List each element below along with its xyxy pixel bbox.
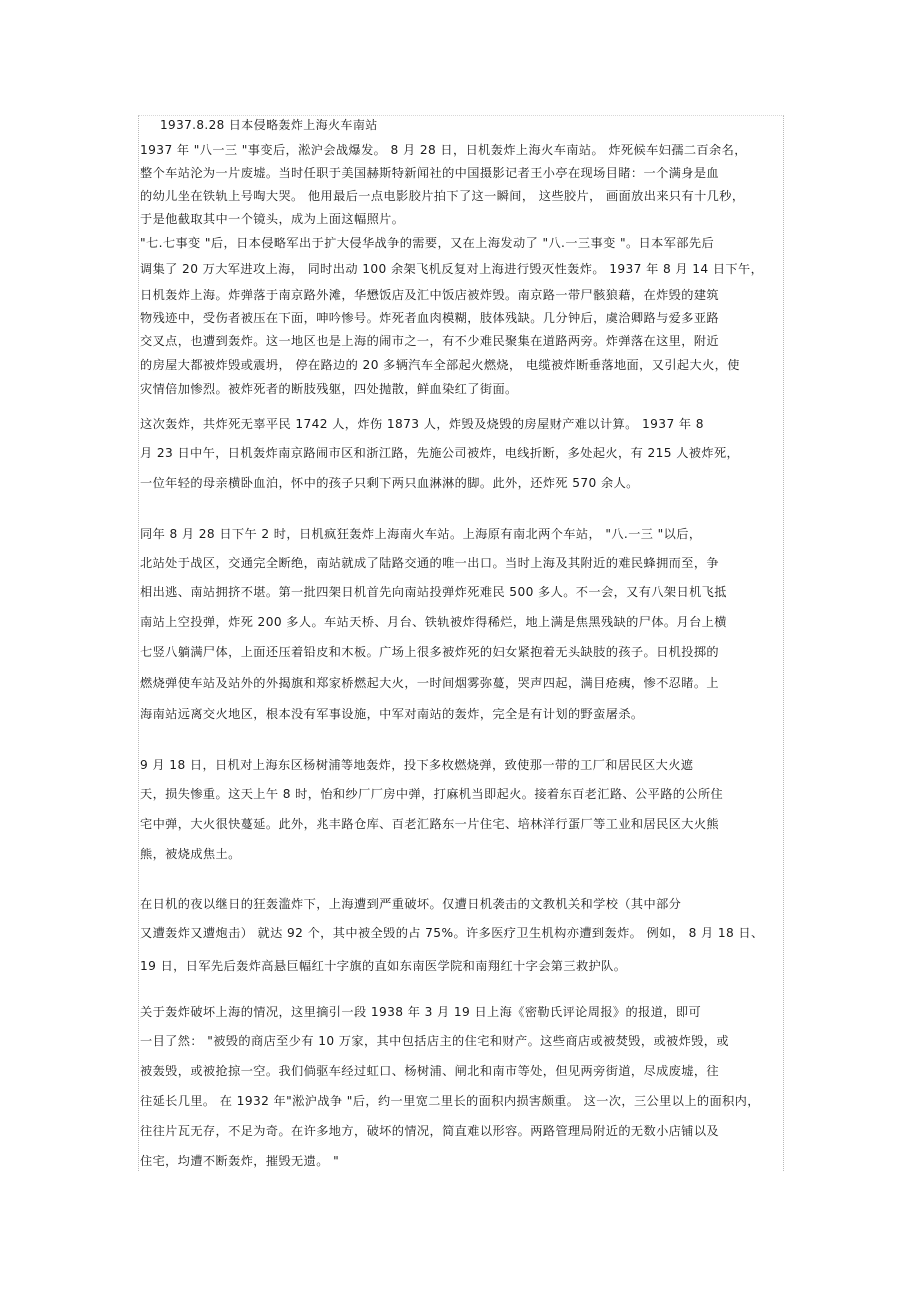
text-line: 于是他截取其中一个镜头，成为上面这幅照片。 <box>140 212 405 226</box>
text-line: 在日机的夜以继日的狂轰滥炸下，上海遭到严重破坏。仅遭日机袭击的文教机关和学校（其中部分 <box>140 897 682 911</box>
text-line: 物残迹中，受伤者被压在下面，呻吟惨号。炸死者血肉模糊，肢体残缺。几分钟后，虞洽卿路与爱多亚路 <box>140 311 720 325</box>
text-line: 整个车站沦为一片废墟。当时任职于美国赫斯特新闻社的中国摄影记者王小亭在现场目睹：一个满身是血 <box>140 166 720 180</box>
text-line: 19 日，日军先后轰炸高悬巨幅红十字旗的直如东南医学院和南翔红十字会第三救护队。 <box>140 959 627 973</box>
text-line: 灾情倍加惨烈。被炸死者的断肢残躯，四处抛散，鲜血染红了街面。 <box>140 382 518 396</box>
text-line: 月 23 日中午，日机轰炸南京路闹市区和浙江路，先施公司被炸，电线折断，多处起火，有 215 人被炸死， <box>140 446 740 460</box>
text-line: 海南站远离交火地区，根本没有军事设施，中军对南站的轰炸，完全是有计划的野蛮屠杀。 <box>140 707 644 721</box>
text-line: 天，损失惨重。这天上午 8 时，怡和纱厂厂房中弹，打麻机当即起火。接着东百老汇路、公平路的公所住 <box>140 787 724 801</box>
text-line: 同年 8 月 28 日下午 2 时，日机疯狂轰炸上海南火车站。上海原有南北两个车站， "八.一三 "以后， <box>140 527 702 541</box>
text-line: 被轰毁，或被抢掠一空。我们倘驱车经过虹口、杨树浦、闸北和南市等处，但见两旁街道，尽成废墟，往 <box>140 1064 720 1078</box>
text-line: 日机轰炸上海。炸弹落于南京路外滩，华懋饭店及汇中饭店被炸毁。南京路一带尸骸狼藉，在炸毁的建筑 <box>140 288 720 302</box>
text-line: 宅中弹，大火很快蔓延。此外，兆丰路仓库、百老汇路东一片住宅、培林洋行蛋厂等工业和居民区大火熊 <box>140 817 720 831</box>
text-line: 往延长几里。 在 1932 年"淞沪战争 "后，约一里宽二里长的面积内损害颇重。 这一次，三公里以上的面积内， <box>140 1094 760 1108</box>
text-line: 的幼儿坐在铁轨上号啕大哭。 他用最后一点电影胶片拍下了这一瞬间， 这些胶片， 画面放出来只有十几秒， <box>140 189 745 203</box>
text-line: 住宅，均遭不断轰炸，摧毁无遗。 " <box>140 1154 340 1168</box>
text-line: 交叉点，也遭到轰炸。这一地区也是上海的闹市之一，有不少难民聚集在道路两旁。炸弹落在这里，附近 <box>140 334 720 348</box>
text-line: 1937 年 "八一三 "事变后，淞沪会战爆发。 8 月 28 日，日机轰炸上海火车南站。 炸死候车妇孺二百余名， <box>140 143 747 157</box>
text-line: 调集了 20 万大军进攻上海， 同时出动 100 余架飞机反复对上海进行毁灭性轰炸。 1937 年 8 月 14 日下午， <box>140 262 764 276</box>
text-line: 9 月 18 日，日机对上海东区杨树浦等地轰炸，投下多枚燃烧弹，致使那一带的工厂和居民区大火遮 <box>140 758 694 772</box>
text-line: 的房屋大都被炸毁或震坍， 停在路边的 20 多辆汽车全部起火燃烧， 电缆被炸断垂落地面，又引起大火，使 <box>140 358 740 372</box>
text-line: 熊，被烧成焦土。 <box>140 847 241 861</box>
text-line: 又遭轰炸又遭炮击） 就达 92 个，其中被全毁的占 75%。许多医疗卫生机构亦遭到轰炸。 例如， 8 月 18 日、 <box>140 926 764 940</box>
text-line: 相出逃、南站拥挤不堪。第一批四架日机首先向南站投弹炸死难民 500 多人。不一会，又有八架日机飞抵 <box>140 585 727 599</box>
text-line: 南站上空投弹，炸死 200 多人。车站天桥、月台、铁轨被炸得稀烂，地上满是焦黑残缺的尸体。月台上横 <box>140 615 727 629</box>
text-line: 关于轰炸破坏上海的情况，这里摘引一段 1938 年 3 月 19 日上海《密勒氏评论周报》的报道，即可 <box>140 1005 702 1019</box>
text-line: 七竖八躺满尸体，上面还压着铅皮和木板。广场上很多被炸死的妇女紧抱着无头缺肢的孩子。日机投掷的 <box>140 645 720 659</box>
text-line: 一目了然： "被毁的商店至少有 10 万家，其中包括店主的住宅和财产。这些商店或被焚毁，或被炸毁，或 <box>140 1034 729 1048</box>
text-line: 往往片瓦无存，不足为奇。在许多地方，破坏的情况，简直难以形容。两路管理局附近的无数小店铺以及 <box>140 1124 720 1138</box>
text-line: "七.七事变 "后，日本侵略军出于扩大侵华战争的需要，又在上海发动了 "八.一三事变 "。日本军部先后 <box>140 236 715 250</box>
text-line: 这次轰炸，共炸死无辜平民 1742 人，炸伤 1873 人，炸毁及烧毁的房屋财产难以计算。 1937 年 8 <box>140 417 704 431</box>
document-title: 1937.8.28 日本侵略轰炸上海火车南站 <box>160 118 378 132</box>
text-line: 一位年轻的母亲横卧血泊，怀中的孩子只剩下两只血淋淋的脚。此外，还炸死 570 余人。 <box>140 476 639 490</box>
text-line: 北站处于战区，交通完全断绝，南站就成了陆路交通的唯一出口。当时上海及其附近的难民蜂拥而至，争 <box>140 556 720 570</box>
text-line: 燃烧弹使车站及站外的外揭旗和郑家桥燃起大火，一时间烟雾弥蔓，哭声四起，满目疮痍，惨不忍睹。上 <box>140 676 720 690</box>
